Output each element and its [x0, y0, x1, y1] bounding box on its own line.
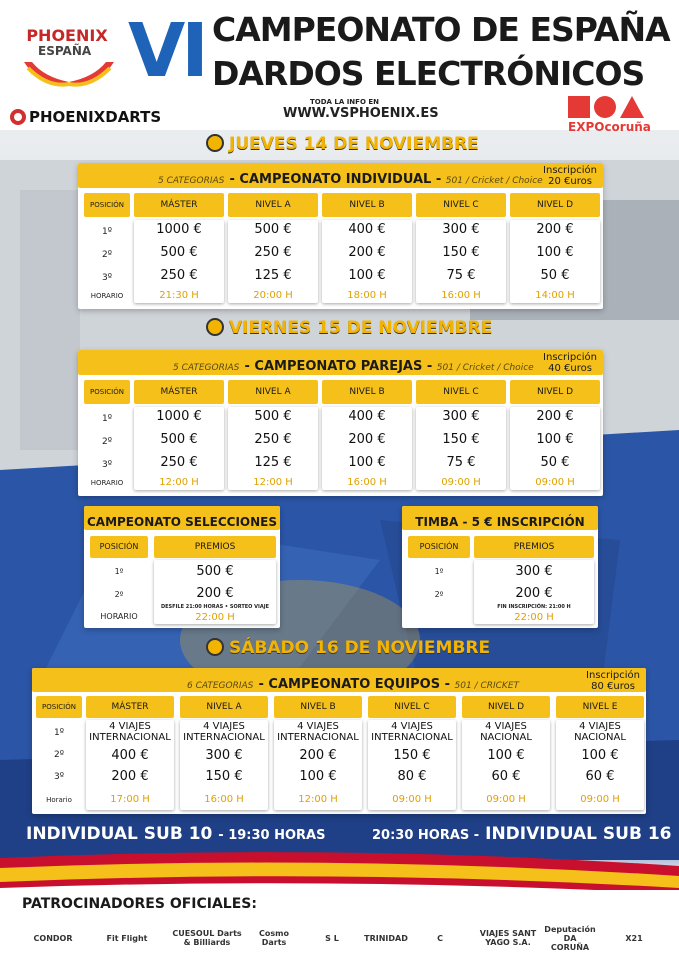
- day1-prize: 200 €: [348, 245, 386, 260]
- sponsor-logo: TRINIDAD: [364, 933, 408, 943]
- day1-categories: 5 CATEGORIAS: [158, 176, 225, 186]
- day2-hour: 12:00 H: [159, 477, 199, 488]
- selecciones-title: CAMPEONATO SELECCIONES: [86, 515, 278, 529]
- day2-prize: 200 €: [348, 432, 386, 447]
- day1-prize: 200 €: [536, 222, 574, 237]
- day3-hour: 09:00 H: [392, 794, 432, 805]
- day3-hour: 17:00 H: [110, 794, 150, 805]
- day2-row-label: 2º: [102, 437, 112, 447]
- info-small: TODA LA INFO EN: [310, 98, 379, 106]
- selecciones-prize-2: 200 €: [196, 586, 234, 601]
- day2-hour: 16:00 H: [347, 477, 387, 488]
- edition-roman: VI: [128, 8, 205, 94]
- selecciones-prize-1: 500 €: [196, 564, 234, 579]
- sponsor-logo: VIAJES SANT YAGO S.A.: [479, 929, 537, 947]
- selecciones-hour-label: HORARIO: [100, 612, 138, 621]
- day3-prize-line2: NACIONAL: [480, 732, 532, 743]
- day2-prize: 300 €: [442, 409, 480, 424]
- day3-banner: [32, 668, 646, 692]
- day3-prize-line2: NACIONAL: [574, 732, 626, 743]
- title-line2: DARDOS ELECTRÓNICOS: [212, 54, 645, 93]
- square-icon: [568, 96, 590, 118]
- day3-prize-line1: 4 VIAJES: [203, 721, 245, 732]
- day3-pos-header: POSICIÓN: [36, 696, 82, 718]
- sponsor-logo: S L: [325, 933, 339, 943]
- selecciones-row-1: 1º: [114, 567, 124, 576]
- selecciones-hour: 22:00 H: [195, 612, 235, 623]
- day1-level-header: NIVEL A: [228, 193, 318, 217]
- day1-prize: 125 €: [254, 268, 292, 283]
- day3-level-header: MÁSTER: [86, 696, 174, 718]
- sponsor-logo: X21: [625, 933, 643, 943]
- logo-line1: PHOENIX: [26, 26, 108, 45]
- day3-prize-line2: INTERNACIONAL: [89, 732, 171, 743]
- day2-prize: 75 €: [446, 455, 476, 470]
- day3-hour: 12:00 H: [298, 794, 338, 805]
- day1-prize: 500 €: [254, 222, 292, 237]
- day2-prize: 250 €: [160, 455, 198, 470]
- day2-prize: 500 €: [160, 432, 198, 447]
- day3-heading: SÁBADO 16 DE NOVIEMBRE: [206, 638, 490, 658]
- timba-hour: 22:00 H: [514, 612, 554, 623]
- selecciones-row-2: 2º: [114, 590, 124, 599]
- sponsor-logo: Cosmo Darts: [259, 929, 289, 947]
- day3-level-header: NIVEL C: [368, 696, 456, 718]
- day2-categories: 5 CATEGORIAS: [173, 363, 240, 373]
- day1-prize: 400 €: [348, 222, 386, 237]
- selecciones-note: DESFILE 21:00 HORAS • SORTEO VIAJE: [160, 604, 270, 610]
- expocoruna-logo: [568, 96, 668, 136]
- sponsor-logo: Deputación DA CORUÑA: [544, 924, 596, 952]
- day1-hour: 20:00 H: [253, 290, 293, 301]
- day3-prize-line2: INTERNACIONAL: [371, 732, 453, 743]
- day2-event-name: - CAMPEONATO PAREJAS -: [244, 359, 437, 374]
- timba-prize-header: PREMIOS: [474, 536, 594, 558]
- timba-prize-1: 300 €: [515, 564, 553, 579]
- day1-hour: 14:00 H: [535, 290, 575, 301]
- day1-level-header: NIVEL D: [510, 193, 600, 217]
- day3-prize-line1: 4 VIAJES: [485, 721, 527, 732]
- timba-prize-2: 200 €: [515, 586, 553, 601]
- day3-level-header: NIVEL E: [556, 696, 644, 718]
- day3-prize-2: 300 €: [205, 748, 243, 763]
- day3-hour: 09:00 H: [486, 794, 526, 805]
- day3-prize-3: 150 €: [205, 769, 243, 784]
- day1-prize: 100 €: [348, 268, 386, 283]
- day3-row-label: 1º: [54, 728, 64, 738]
- day3-prize-2: 200 €: [299, 748, 337, 763]
- day3-prize-line1: 4 VIAJES: [391, 721, 433, 732]
- triangle-icon: [620, 96, 644, 118]
- phoenixdarts-icon: [10, 109, 26, 125]
- day3-hour: 16:00 H: [204, 794, 244, 805]
- circle-icon: [594, 96, 616, 118]
- day3-prize-3: 200 €: [111, 769, 149, 784]
- day3-hour-label: Horario: [46, 796, 72, 804]
- sponsors-title: PATROCINADORES OFICIALES:: [22, 896, 257, 912]
- timba-title: TIMBA - 5 € INSCRIPCIÓN: [415, 515, 585, 529]
- day2-mode: 501 / Cricket / Choice: [436, 363, 534, 373]
- day1-prize: 75 €: [446, 268, 476, 283]
- day1-hour: 16:00 H: [441, 290, 481, 301]
- day3-prize-3: 60 €: [585, 769, 615, 784]
- sponsor-logo: CONDOR: [33, 933, 73, 943]
- sponsor-logo: CUESOUL Darts & Billiards: [172, 929, 242, 947]
- logo-line2: ESPAÑA: [38, 44, 92, 58]
- sub16-label: 20:30 HORAS - INDIVIDUAL SUB 16: [372, 824, 672, 844]
- selecciones-banner: [84, 506, 280, 530]
- sub10-label: INDIVIDUAL SUB 10 - 19:30 HORAS: [26, 824, 326, 844]
- info-url[interactable]: WWW.VSPHOENIX.ES: [283, 106, 439, 121]
- day1-hour-label: HORARIO: [90, 292, 124, 300]
- day3-level-header: NIVEL D: [462, 696, 550, 718]
- selecciones-pos-header: POSICIÓN: [90, 536, 148, 558]
- day1-prize: 500 €: [160, 245, 198, 260]
- day1-heading: JUEVES 14 DE NOVIEMBRE: [206, 134, 479, 154]
- day2-level-header: NIVEL A: [228, 380, 318, 404]
- phoenixdarts-logo: [10, 108, 161, 126]
- day1-prize: 250 €: [160, 268, 198, 283]
- day2-inscription: Inscripción 40 €uros: [543, 352, 597, 374]
- day2-hour-label: HORARIO: [90, 479, 124, 487]
- day1-row-label: 3º: [102, 273, 112, 283]
- day1-prize: 1000 €: [156, 222, 202, 237]
- day1-hour: 18:00 H: [347, 290, 387, 301]
- day1-prize: 150 €: [442, 245, 480, 260]
- day3-prize-2: 150 €: [393, 748, 431, 763]
- day1-level-header: MÁSTER: [134, 193, 224, 217]
- day3-prize-2: 100 €: [487, 748, 525, 763]
- day3-prize-2: 100 €: [581, 748, 619, 763]
- day2-prize: 100 €: [536, 432, 574, 447]
- day3-inscription: Inscripción 80 €uros: [586, 670, 640, 692]
- day1-level-header: NIVEL C: [416, 193, 506, 217]
- dart-icon: [206, 134, 224, 152]
- phoenixdarts-text: PHOENIXDARTS: [29, 108, 162, 126]
- day2-banner: [78, 350, 603, 375]
- day3-prize-3: 80 €: [397, 769, 427, 784]
- day2-level-header: NIVEL B: [322, 380, 412, 404]
- day2-heading: VIERNES 15 DE NOVIEMBRE: [206, 318, 492, 338]
- expo-label: EXPOcoruña: [568, 120, 651, 134]
- selecciones-prize-header: PREMIOS: [154, 536, 276, 558]
- timba-banner: [402, 506, 598, 530]
- timba-row-2: 2º: [434, 590, 444, 599]
- day2-prize: 500 €: [254, 409, 292, 424]
- day2-row-label: 1º: [102, 414, 112, 424]
- day2-row-label: 3º: [102, 460, 112, 470]
- day2-prize: 100 €: [348, 455, 386, 470]
- day3-hour: 09:00 H: [580, 794, 620, 805]
- day3-categories: 6 CATEGORIAS: [187, 681, 254, 691]
- sponsor-logo: Fit Flight: [106, 933, 148, 943]
- day3-prize-line1: 4 VIAJES: [109, 721, 151, 732]
- day2-prize: 400 €: [348, 409, 386, 424]
- day2-level-header: NIVEL D: [510, 380, 600, 404]
- dart-icon: [206, 638, 224, 656]
- day2-prize: 250 €: [254, 432, 292, 447]
- timba-pos-header: POSICIÓN: [408, 536, 470, 558]
- day3-mode: 501 / CRICKET: [454, 681, 520, 691]
- day2-prize: 125 €: [254, 455, 292, 470]
- timba-note: FIN INSCRIPCIÓN: 21:00 H: [497, 604, 571, 610]
- day1-prize: 100 €: [536, 245, 574, 260]
- day3-level-header: NIVEL B: [274, 696, 362, 718]
- day2-hour: 12:00 H: [253, 477, 293, 488]
- day3-prize-line1: 4 VIAJES: [579, 721, 621, 732]
- day1-row-label: 1º: [102, 227, 112, 237]
- day3-prize-line2: INTERNACIONAL: [183, 732, 265, 743]
- day1-prize: 50 €: [540, 268, 570, 283]
- day2-hour: 09:00 H: [441, 477, 481, 488]
- day2-prize: 1000 €: [156, 409, 202, 424]
- day3-prize-line1: 4 VIAJES: [297, 721, 339, 732]
- day1-event-name: - CAMPEONATO INDIVIDUAL -: [229, 172, 446, 187]
- day1-banner: [78, 163, 603, 188]
- phoenix-espana-logo: [14, 22, 124, 92]
- day3-row-label: 2º: [54, 750, 64, 760]
- day2-level-header: MÁSTER: [134, 380, 224, 404]
- day1-prize: 250 €: [254, 245, 292, 260]
- day2-level-header: NIVEL C: [416, 380, 506, 404]
- day3-event-name: - CAMPEONATO EQUIPOS -: [258, 677, 455, 692]
- day1-inscription: Inscripción 20 €uros: [543, 165, 597, 187]
- day1-pos-header: POSICIÓN: [84, 193, 130, 217]
- day3-level-header: NIVEL A: [180, 696, 268, 718]
- day3-prize-2: 400 €: [111, 748, 149, 763]
- day3-prize-3: 100 €: [299, 769, 337, 784]
- timba-row-1: 1º: [434, 567, 444, 576]
- day2-prize: 150 €: [442, 432, 480, 447]
- dart-icon: [206, 318, 224, 336]
- day3-row-label: 3º: [54, 772, 64, 782]
- day1-hour: 21:30 H: [159, 290, 199, 301]
- title-line1: CAMPEONATO DE ESPAÑA: [212, 10, 670, 49]
- day2-hour: 09:00 H: [535, 477, 575, 488]
- sponsor-logo: C: [437, 933, 443, 943]
- day2-prize: 200 €: [536, 409, 574, 424]
- day1-prize: 300 €: [442, 222, 480, 237]
- day2-pos-header: POSICIÓN: [84, 380, 130, 404]
- day1-level-header: NIVEL B: [322, 193, 412, 217]
- day1-row-label: 2º: [102, 250, 112, 260]
- day2-prize: 50 €: [540, 455, 570, 470]
- day3-prize-3: 60 €: [491, 769, 521, 784]
- day1-mode: 501 / Cricket / Choice: [445, 176, 543, 186]
- day3-prize-line2: INTERNACIONAL: [277, 732, 359, 743]
